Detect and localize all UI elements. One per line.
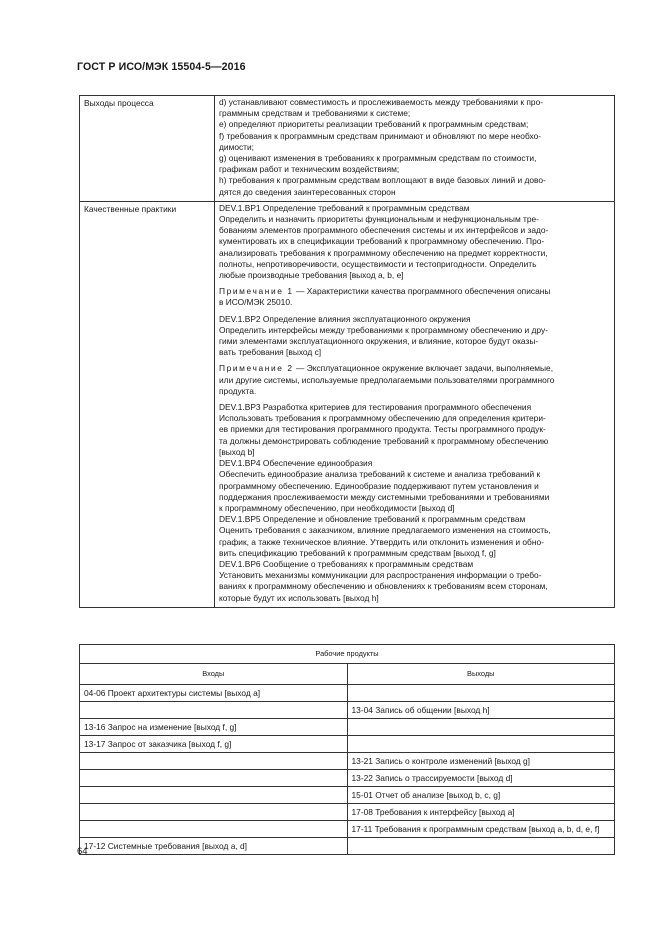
bp-line: поддержания прослеживаемости между системными требованиями и требованиями — [219, 491, 550, 502]
bp-line: DEV.1.BP2 Определение влияния эксплуатационного окружения — [219, 313, 471, 324]
bp-line: ваниях к программному обеспечению и обновлениях к требованиям всем сторонам, — [219, 581, 548, 592]
practices-content — [215, 201, 615, 607]
bp-line: бованиям элементов программного обеспечения системы и их интерфейсов и задо- — [219, 225, 549, 236]
bp-line: Определить интерфейсы между требованиями к программному обеспечению и дру- — [219, 324, 548, 335]
input-cell: 13-17 Запрос от заказчика [выход f, g] — [80, 736, 348, 753]
input-cell — [80, 821, 348, 838]
table-row — [80, 821, 615, 838]
practices-label: Качественные практики — [80, 201, 215, 607]
table-row — [80, 753, 615, 770]
output-cell: 13-21 Запись о контроле изменений [выход g] — [347, 753, 615, 770]
bp3-bp6-block — [219, 402, 610, 604]
note-line: или другие системы, используемые предполагаемыми пользователями программного — [219, 374, 555, 385]
bp-line: любые производные требования [выход a, b, e] — [219, 270, 404, 281]
note-line — [219, 286, 610, 297]
note1-block — [219, 286, 610, 308]
input-cell — [80, 787, 348, 804]
output-cell: 15-01 Отчет об анализе [выход b, c, g] — [347, 787, 615, 804]
input-cell — [80, 702, 348, 719]
output-cell — [347, 736, 615, 753]
bp-line: DEV.1.BP3 Разработка критериев для тестирования программного обеспечения — [219, 402, 532, 413]
output-cell: 13-04 Запись об общении [выход h] — [347, 702, 615, 719]
bp-line: Оценить требования с заказчиком, влияние предлагаемого изменения на стоимость, — [219, 525, 551, 536]
note-text: — Характеристики качества программного обеспечения описаны — [296, 286, 551, 297]
work-products-header-row — [80, 664, 615, 685]
table-row — [80, 702, 615, 719]
bp-line: вать требования [выход c] — [219, 347, 322, 358]
note2-block — [219, 363, 610, 397]
bp-line: ев приемки для тестирования программного продукта. Тесты программного продук- — [219, 424, 546, 435]
bp-line: Использовать требования к программному обеспечению для определения критери- — [219, 413, 546, 424]
table-row — [80, 804, 615, 821]
output-cell: 13-22 Запись о трассируемости [выход d] — [347, 770, 615, 787]
outputs-label: Выходы процесса — [80, 96, 215, 202]
note-line: продукта. — [219, 385, 257, 396]
work-products-title-row — [80, 645, 615, 664]
bp-line: Установить механизмы коммуникации для распространения информации о требо- — [219, 570, 542, 581]
outputs-line: графикам работ и техническим воздействиям; — [219, 164, 400, 175]
page-number: 64 — [77, 846, 88, 857]
bp-line: вить спецификацию требований к программным средствам [выход f, g] — [219, 547, 496, 558]
outputs-line: дятся до сведения заинтересованных сторон — [219, 186, 396, 197]
output-cell: 17-11 Требования к программным средствам [выход a, b, d, e, f] — [347, 821, 615, 838]
bp-line: кументировать их в спецификации требований к программному обеспечению. Про- — [219, 236, 545, 247]
output-cell: 17-08 Требования к интерфейсу [выход a] — [347, 804, 615, 821]
outputs-line: g) оценивают изменения в требованиях к программным средствам по стоимости, — [219, 153, 537, 164]
input-cell: 13-16 Запрос на изменение [выход f, g] — [80, 719, 348, 736]
bp-line: программному обеспечению. Единообразие поддерживают путем установления и — [219, 480, 539, 491]
output-cell — [347, 838, 615, 855]
output-cell — [347, 685, 615, 702]
document-header: ГОСТ Р ИСО/МЭК 15504-5—2016 — [77, 61, 246, 73]
note-line — [219, 363, 610, 374]
table-row — [80, 787, 615, 804]
note-prefix: Примечание 2 — [219, 363, 294, 374]
bp2-block — [219, 314, 610, 359]
note-text: — Эксплуатационное окружение включает задачи, выполняемые, — [296, 363, 554, 374]
work-products-title: Рабочие продукты — [80, 645, 615, 664]
bp-line: DEV.1.BP6 Сообщение о требованиях к программным средствам — [219, 558, 474, 569]
outputs-header: Выходы — [347, 664, 615, 685]
practices-row — [80, 201, 615, 607]
table-row — [80, 838, 615, 855]
outputs-row — [80, 96, 615, 202]
bp-line: DEV.1.BP5 Определение и обновление требований к программным средствам — [219, 514, 526, 525]
bp-line: анализировать требования к программному обеспечению на предмет корректности, — [219, 247, 548, 258]
bp-line: которые будут их использовать [выход h] — [219, 592, 379, 603]
table-row — [80, 719, 615, 736]
bp-line: Обеспечить единообразие анализа требований к системе и анализа требований к — [219, 469, 541, 480]
input-cell — [80, 804, 348, 821]
outputs-line: граммным средствам и требованиями к системе; — [219, 108, 411, 119]
outputs-content — [215, 96, 615, 202]
work-products-table — [79, 644, 615, 855]
bp-line: [выход b] — [219, 446, 255, 457]
outputs-line: димости; — [219, 141, 255, 152]
table-row — [80, 736, 615, 753]
bp-line: Определить и назначить приоритеты функциональным и нефункциональным тре- — [219, 214, 539, 225]
input-cell — [80, 753, 348, 770]
output-cell — [347, 719, 615, 736]
outputs-line: f) требования к программным средствам принимают и обновляют по мере необхо- — [219, 130, 542, 141]
input-cell: 17-12 Системные требования [выход a, d] — [80, 838, 348, 855]
table-row — [80, 685, 615, 702]
note-prefix: Примечание 1 — [219, 286, 294, 297]
inputs-header: Входы — [80, 664, 348, 685]
bp-line: к программному обеспечению, при необходимости [выход d] — [219, 502, 455, 513]
outputs-line: d) устанавливают совместимость и прослеживаемость между требованиями к про- — [219, 97, 544, 107]
bp-line: график, а также техническое влияние. Утвердить или отклонить изменения и обно- — [219, 536, 544, 547]
bp-line: полноты, непротиворечивости, осуществимости и тестопригодности. Определить — [219, 258, 537, 269]
input-cell: 04-06 Проект архитектуры системы [выход a] — [80, 685, 348, 702]
bp-line: DEV.1.BP4 Обеспечение единообразия — [219, 458, 373, 469]
input-cell — [80, 770, 348, 787]
bp-line: та должны демонстрировать соблюдение требований к программному обеспечению — [219, 435, 549, 446]
bp-line: DEV.1.BP1 Определение требований к программным средствам — [219, 202, 470, 213]
bp-line: гими элементами эксплуатационного окружения, и влияние, которое будут оказы- — [219, 336, 539, 347]
note-line: в ИСО/МЭК 25010. — [219, 297, 293, 308]
outputs-line: e) определяют приоритеты реализации требований к программным средствам; — [219, 119, 529, 130]
bp1-block — [219, 203, 610, 281]
table-row — [80, 770, 615, 787]
outputs-line: h) требования к программным средствам воплощают в виде базовых линий и дово- — [219, 175, 546, 186]
process-table — [79, 95, 615, 608]
